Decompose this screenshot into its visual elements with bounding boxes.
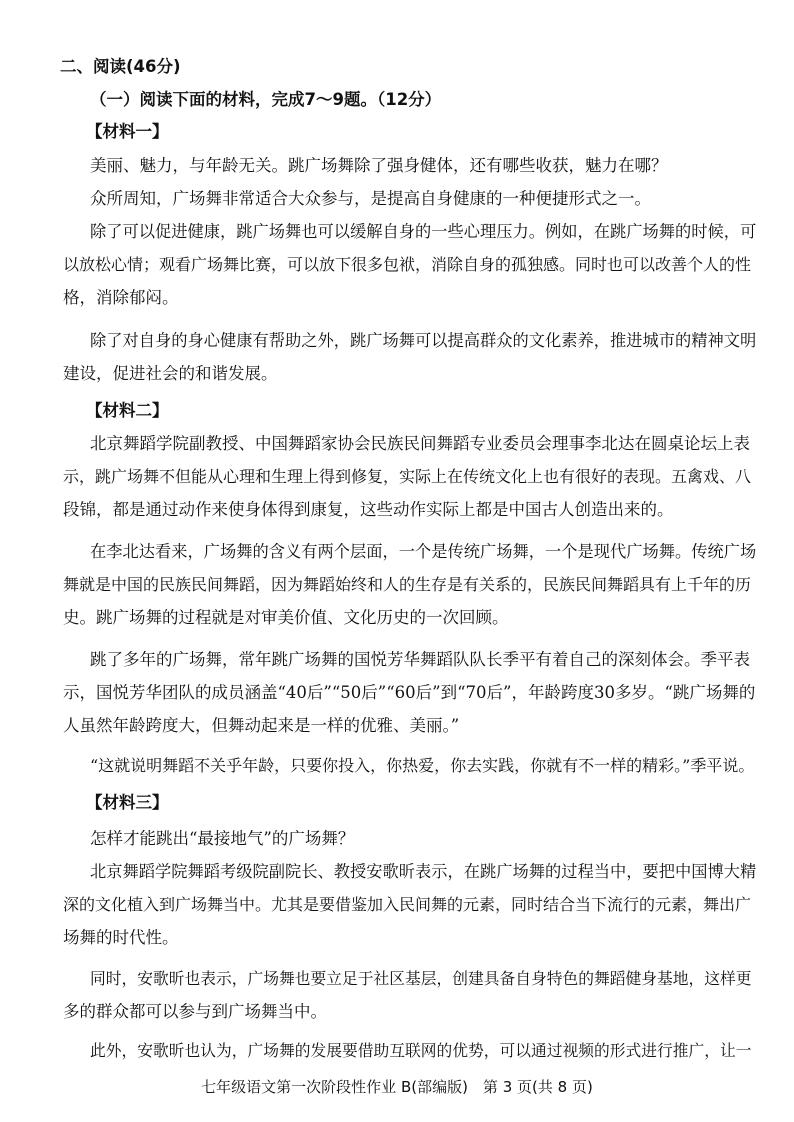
paragraph-line: 示，跳广场舞不但能从心理和生理上得到修复，实际上在传统文化上也有很好的表现。五禽戏、八 bbox=[63, 467, 752, 486]
paragraph-line: 深的文化植入到广场舞当中。尤其是要借鉴加入民间舞的元素，同时结合当下流行的元素，舞出广 bbox=[63, 895, 752, 914]
paragraph-line: 史。跳广场舞的过程就是对审美价值、文化历史的一次回顾。 bbox=[63, 608, 509, 627]
paragraph-line: 众所周知，广场舞非常适合大众参与，是提高自身健康的一种便捷形式之一。 bbox=[90, 189, 651, 208]
paragraph-line: 舞就是中国的民族民间舞蹈，因为舞蹈始终和人的生存是有关系的，民族民间舞蹈具有上千年的历 bbox=[63, 575, 752, 594]
paragraph-line: 以放松心情；观看广场舞比赛，可以放下很多包袱，消除自身的孤独感。同时也可以改善个人的性 bbox=[63, 255, 752, 274]
paragraph-line: 此外，安歌昕也认为，广场舞的发展要借助互联网的优势，可以通过视频的形式进行推广，让一 bbox=[90, 1041, 752, 1060]
page-footer: 七年级语文第一次阶段性作业 B(部编版) 第 3 页(共 8 页) bbox=[201, 1078, 593, 1096]
material-1-heading: 【材料一】 bbox=[86, 122, 169, 141]
paragraph-line: 段锦，都是通过动作来使身体得到康复，这些动作实际上都是中国古人创造出来的。 bbox=[63, 500, 674, 519]
material-3-heading: 【材料三】 bbox=[86, 793, 169, 812]
paragraph-line: “这就说明舞蹈不关乎年龄，只要你投入，你热爱，你去实践，你就有不一样的精彩。”季平说。 bbox=[90, 756, 755, 775]
paragraph-line: 多的群众都可以参与到广场舞当中。 bbox=[63, 1002, 327, 1021]
paragraph-line: 在李北达看来，广场舞的含义有两个层面，一个是传统广场舞，一个是现代广场舞。传统广场 bbox=[90, 542, 757, 561]
paragraph-line: 跳了多年的广场舞，常年跳广场舞的国悦芳华舞蹈队队长季平有着自己的深刻体会。季平表 bbox=[90, 650, 750, 669]
paragraph-line: 同时，安歌昕也表示，广场舞也要立足于社区基层，创建具备自身特色的舞蹈健身基地，这样更 bbox=[90, 969, 752, 988]
paragraph-line: 除了可以促进健康，跳广场舞也可以缓解自身的一些心理压力。例如，在跳广场舞的时候，可 bbox=[90, 222, 757, 241]
paragraph-line: 北京舞蹈学院副教授、中国舞蹈家协会民族民间舞蹈专业委员会理事李北达在圆桌论坛上表 bbox=[90, 434, 750, 453]
subsection-heading: （一）阅读下面的材料，完成7～9题。（12分） bbox=[90, 90, 442, 109]
paragraph-line: 人虽然年龄跨度大，但舞动起来是一样的优雅、美丽。” bbox=[63, 716, 460, 735]
paragraph-line: 除了对自身的身心健康有帮助之外，跳广场舞可以提高群众的文化素养，推进城市的精神文明 bbox=[90, 331, 757, 350]
paragraph-line: 建设，促进社会的和谐发展。 bbox=[63, 364, 278, 383]
paragraph-line: 怎样才能跳出“最接地气”的广场舞？ bbox=[90, 829, 355, 848]
section-heading: 二、阅读(46分) bbox=[60, 57, 181, 76]
paragraph-line: 示，国悦芳华团队的成员涵盖“40后”“50后”“60后”到“70后”，年龄跨度30多岁。“跳广场舞的 bbox=[63, 683, 756, 702]
paragraph-line: 场舞的时代性。 bbox=[63, 928, 179, 947]
paragraph-line: 美丽、魅力，与年龄无关。跳广场舞除了强身健体，还有哪些收获，魅力在哪？ bbox=[90, 156, 668, 175]
paragraph-line: 格，消除郁闷。 bbox=[63, 288, 179, 307]
paragraph-line: 北京舞蹈学院舞蹈考级院副院长、教授安歌昕表示，在跳广场舞的过程当中，要把中国博大精 bbox=[90, 862, 757, 881]
material-2-heading: 【材料二】 bbox=[86, 401, 169, 420]
